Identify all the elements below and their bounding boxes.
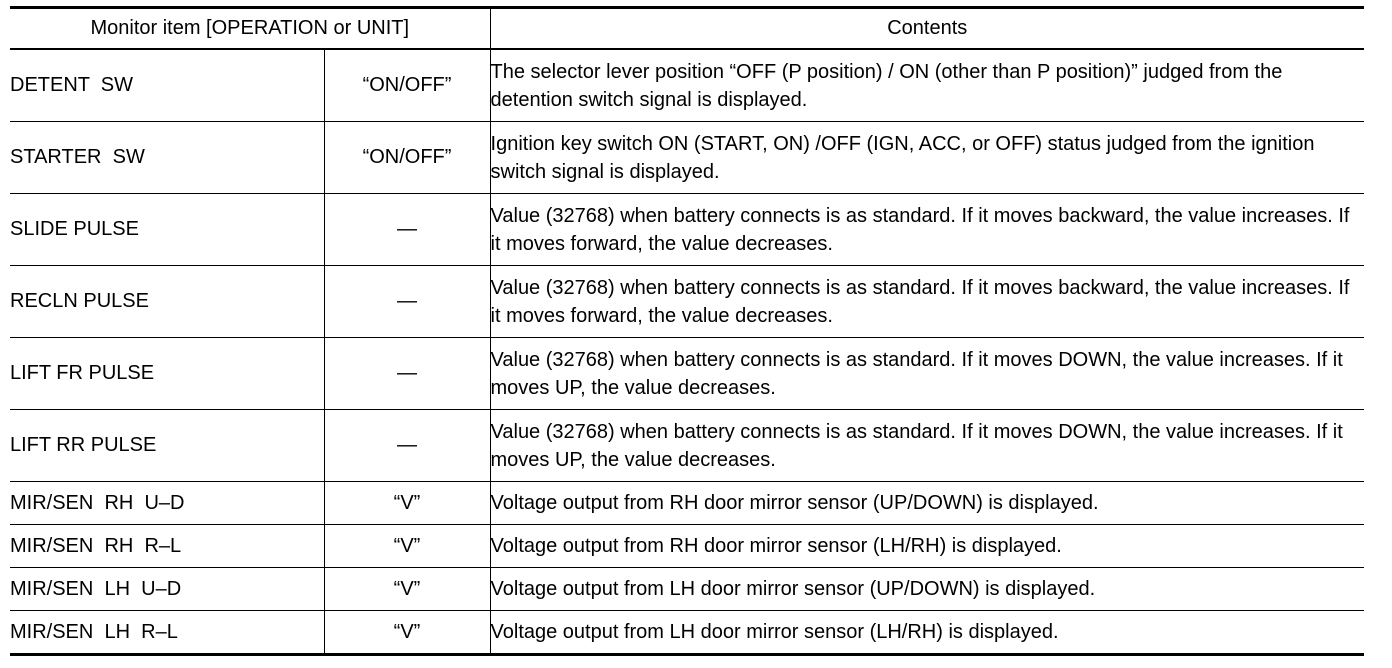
table-row — [10, 266, 1364, 338]
table-row — [10, 568, 1364, 611]
monitor-item-contents: Voltage output from RH door mirror sensor (UP/DOWN) is displayed. — [490, 482, 1364, 525]
header-monitor-item: Monitor item [OPERATION or UNIT] — [10, 8, 490, 50]
monitor-item-name: DETENT SW — [10, 49, 324, 122]
monitor-item-unit: — — [324, 194, 490, 266]
monitor-item-name: STARTER SW — [10, 122, 324, 194]
monitor-item-table — [10, 6, 1364, 656]
table-header — [10, 8, 1364, 50]
monitor-item-unit: — — [324, 266, 490, 338]
monitor-item-contents: Ignition key switch ON (START, ON) /OFF (IGN, ACC, or OFF) status judged from the ignition switch signal is displayed. — [490, 122, 1364, 194]
table-row — [10, 122, 1364, 194]
monitor-table-sheet — [10, 6, 1364, 656]
header-row — [10, 8, 1364, 50]
monitor-item-unit: “ON/OFF” — [324, 49, 490, 122]
table-row — [10, 338, 1364, 410]
monitor-item-contents: Value (32768) when battery connects is as standard. If it moves backward, the value increases. If it moves forward, the value decreases. — [490, 194, 1364, 266]
monitor-item-unit: — — [324, 338, 490, 410]
monitor-item-unit: “ON/OFF” — [324, 122, 490, 194]
monitor-item-name: SLIDE PULSE — [10, 194, 324, 266]
monitor-item-name: MIR/SEN RH U–D — [10, 482, 324, 525]
monitor-item-unit: “V” — [324, 611, 490, 655]
table-row — [10, 49, 1364, 122]
monitor-item-contents: Value (32768) when battery connects is as standard. If it moves backward, the value increases. If it moves forward, the value decreases. — [490, 266, 1364, 338]
header-contents: Contents — [490, 8, 1364, 50]
table-row — [10, 611, 1364, 655]
monitor-item-unit: — — [324, 410, 490, 482]
monitor-item-contents: Voltage output from RH door mirror sensor (LH/RH) is displayed. — [490, 525, 1364, 568]
table-row — [10, 482, 1364, 525]
monitor-item-name: RECLN PULSE — [10, 266, 324, 338]
monitor-item-contents: The selector lever position “OFF (P position) / ON (other than P position)” judged from the detention switch signal is displayed. — [490, 49, 1364, 122]
monitor-item-name: MIR/SEN LH R–L — [10, 611, 324, 655]
monitor-item-name: LIFT RR PULSE — [10, 410, 324, 482]
monitor-item-unit: “V” — [324, 525, 490, 568]
monitor-item-unit: “V” — [324, 568, 490, 611]
table-body — [10, 49, 1364, 655]
monitor-item-contents: Voltage output from LH door mirror sensor (LH/RH) is displayed. — [490, 611, 1364, 655]
monitor-item-name: MIR/SEN LH U–D — [10, 568, 324, 611]
table-row — [10, 525, 1364, 568]
table-row — [10, 194, 1364, 266]
monitor-item-name: MIR/SEN RH R–L — [10, 525, 324, 568]
table-row — [10, 410, 1364, 482]
monitor-item-contents: Value (32768) when battery connects is as standard. If it moves DOWN, the value increases. If it moves UP, the value decreases. — [490, 338, 1364, 410]
monitor-item-unit: “V” — [324, 482, 490, 525]
monitor-item-contents: Voltage output from LH door mirror sensor (UP/DOWN) is displayed. — [490, 568, 1364, 611]
monitor-item-name: LIFT FR PULSE — [10, 338, 324, 410]
monitor-item-contents: Value (32768) when battery connects is as standard. If it moves DOWN, the value increases. If it moves UP, the value decreases. — [490, 410, 1364, 482]
